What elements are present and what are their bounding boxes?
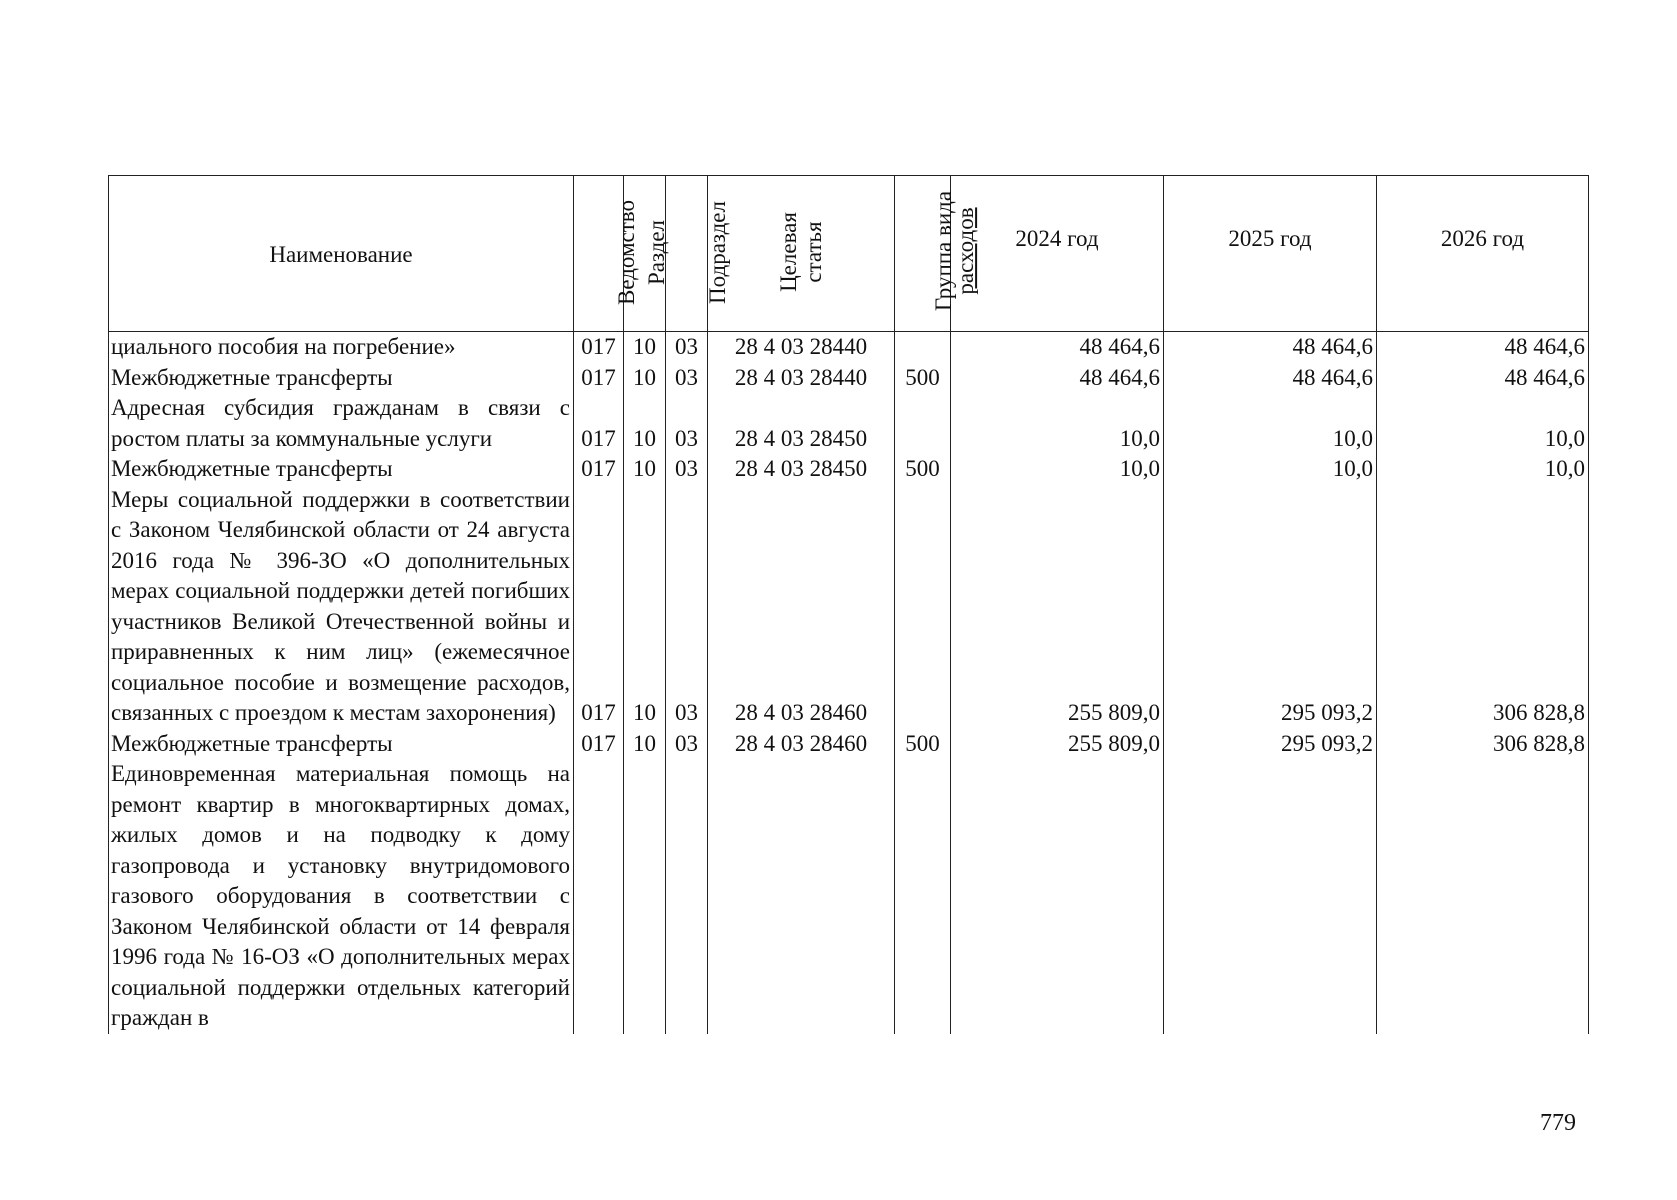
- cell-target-article: [708, 759, 895, 1034]
- cell-section: 10: [624, 363, 666, 394]
- header-target-article: Целевая статья: [708, 176, 895, 332]
- cell-subsection: 03: [666, 729, 708, 760]
- table-row: [109, 454, 1589, 485]
- cell-2025: 10,0: [1164, 454, 1377, 485]
- cell-2026: 306 828,8: [1377, 729, 1589, 760]
- table-row: [109, 332, 1589, 363]
- cell-target-article: 28 4 03 28460: [708, 729, 895, 760]
- cell-expense-group: 500: [895, 454, 951, 485]
- cell-2024: 10,0: [951, 393, 1164, 454]
- cell-department: 017: [574, 363, 624, 394]
- cell-name: Меры социальной поддержки в соответствии с Законом Челябинской области от 24 августа 2016 года № 396-ЗО «О дополнительных мерах социальной поддержки детей погибших участников Великой Отечественной войны и приравненных к ним лиц» (ежемесячное социальное пособие и возмещение расходов, связанных с проездом к местам захоронения): [109, 485, 574, 729]
- cell-name: Межбюджетные трансферты: [109, 454, 574, 485]
- cell-expense-group: [895, 485, 951, 729]
- header-department: Ведомство: [574, 176, 624, 332]
- cell-2025: 10,0: [1164, 393, 1377, 454]
- cell-department: 017: [574, 454, 624, 485]
- cell-2024: 10,0: [951, 454, 1164, 485]
- cell-target-article: 28 4 03 28450: [708, 454, 895, 485]
- cell-section: 10: [624, 729, 666, 760]
- cell-section: 10: [624, 485, 666, 729]
- header-subsection: Подраздел: [666, 176, 708, 332]
- cell-2024: 48 464,6: [951, 363, 1164, 394]
- cell-department: 017: [574, 485, 624, 729]
- cell-subsection: 03: [666, 332, 708, 363]
- table-row: [109, 729, 1589, 760]
- cell-target-article: 28 4 03 28450: [708, 393, 895, 454]
- cell-expense-group: 500: [895, 729, 951, 760]
- cell-2025: 48 464,6: [1164, 332, 1377, 363]
- cell-2025: [1164, 759, 1377, 1034]
- cell-department: 017: [574, 332, 624, 363]
- cell-2024: 255 809,0: [951, 485, 1164, 729]
- header-section: Раздел: [624, 176, 666, 332]
- cell-expense-group: [895, 759, 951, 1034]
- cell-2024: [951, 759, 1164, 1034]
- cell-section: 10: [624, 454, 666, 485]
- cell-expense-group: 500: [895, 363, 951, 394]
- table-body: [109, 332, 1589, 1034]
- cell-2026: 306 828,8: [1377, 485, 1589, 729]
- cell-name: Межбюджетные трансферты: [109, 363, 574, 394]
- cell-expense-group: [895, 332, 951, 363]
- table-row: [109, 363, 1589, 394]
- cell-name: Адресная субсидия гражданам в связи с ростом платы за коммунальные услуги: [109, 393, 574, 454]
- cell-2026: 48 464,6: [1377, 363, 1589, 394]
- table-header: [109, 176, 1589, 332]
- cell-subsection: 03: [666, 485, 708, 729]
- cell-target-article: 28 4 03 28460: [708, 485, 895, 729]
- header-name: Наименование: [109, 176, 574, 332]
- cell-subsection: [666, 759, 708, 1034]
- cell-target-article: 28 4 03 28440: [708, 332, 895, 363]
- table-row: [109, 759, 1589, 1034]
- cell-2026: 10,0: [1377, 454, 1589, 485]
- cell-department: [574, 759, 624, 1034]
- cell-2024: 255 809,0: [951, 729, 1164, 760]
- cell-subsection: 03: [666, 454, 708, 485]
- cell-name: циального пособия на погребение»: [109, 332, 574, 363]
- cell-subsection: 03: [666, 393, 708, 454]
- cell-department: 017: [574, 393, 624, 454]
- cell-2026: 48 464,6: [1377, 332, 1589, 363]
- budget-table: [108, 175, 1589, 1034]
- table-row: [109, 393, 1589, 454]
- cell-name: Единовременная материальная помощь на ремонт квартир в многоквартирных домах, жилых домов и на подводку к дому газопровода и установку внутридомового газового оборудования в соответствии с Законом Челябинской области от 14 февраля 1996 года № 16-ОЗ «О дополнительных мерах социальной поддержки отдельных категорий граждан в: [109, 759, 574, 1034]
- cell-2026: 10,0: [1377, 393, 1589, 454]
- table-row: [109, 485, 1589, 729]
- header-year-2026: 2026 год: [1377, 176, 1589, 332]
- cell-section: [624, 759, 666, 1034]
- cell-section: 10: [624, 393, 666, 454]
- cell-2025: 48 464,6: [1164, 363, 1377, 394]
- cell-expense-group: [895, 393, 951, 454]
- budget-page: [108, 175, 1588, 1090]
- page-number: 779: [1540, 1110, 1576, 1136]
- cell-subsection: 03: [666, 363, 708, 394]
- cell-target-article: 28 4 03 28440: [708, 363, 895, 394]
- cell-2025: 295 093,2: [1164, 729, 1377, 760]
- header-year-2024: 2024 год: [951, 176, 1164, 332]
- cell-section: 10: [624, 332, 666, 363]
- cell-2026: [1377, 759, 1589, 1034]
- cell-name: Межбюджетные трансферты: [109, 729, 574, 760]
- cell-department: 017: [574, 729, 624, 760]
- cell-2025: 295 093,2: [1164, 485, 1377, 729]
- cell-2024: 48 464,6: [951, 332, 1164, 363]
- header-expense-group: Группа вида расходов: [895, 176, 951, 332]
- header-year-2025: 2025 год: [1164, 176, 1377, 332]
